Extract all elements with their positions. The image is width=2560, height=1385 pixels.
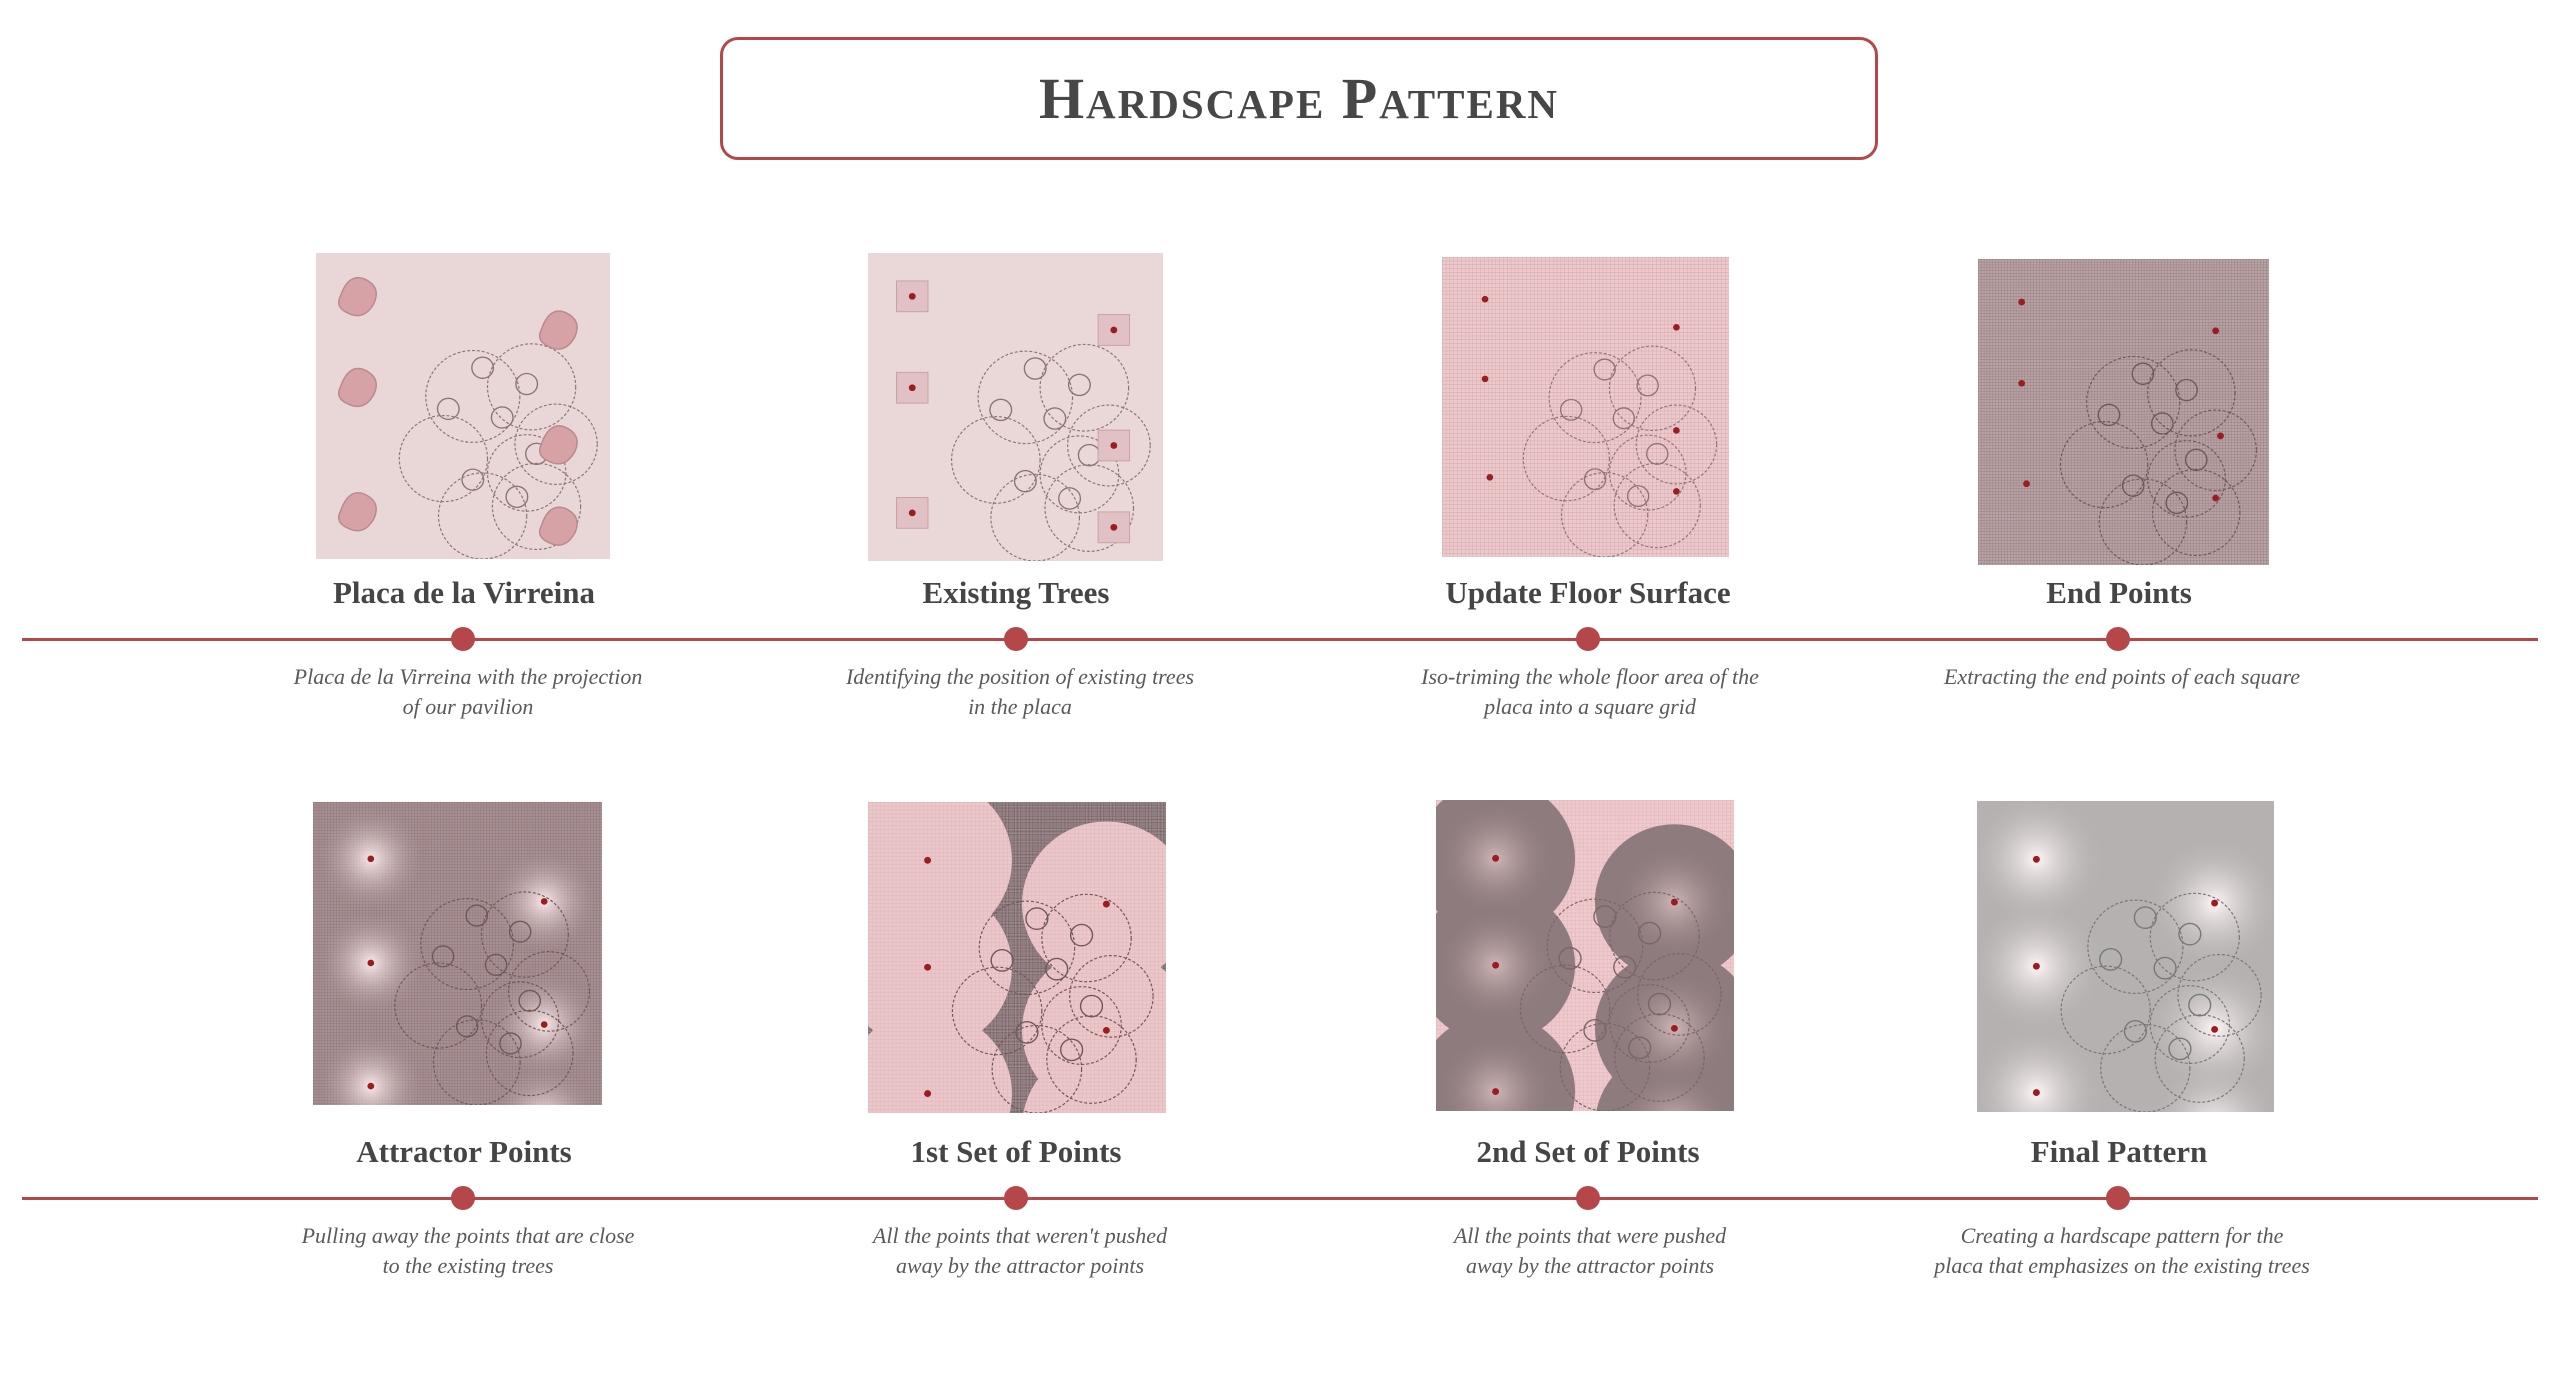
page-title: Hardscape Pattern — [1038, 66, 1560, 131]
description-line: All the points that were pushed — [1453, 1223, 1727, 1248]
description-line: of our pavilion — [402, 694, 534, 719]
step-label: Final Pattern — [2030, 1134, 2208, 1169]
description-line: Identifying the position of existing trees — [845, 664, 1195, 689]
timeline-node — [2106, 627, 2130, 651]
description-line: Placa de la Virreina with the projection — [293, 664, 643, 689]
description-line: to the existing trees — [382, 1253, 554, 1278]
step-image-floor-surface — [1442, 257, 1729, 557]
step-image-placa — [316, 253, 610, 559]
timeline-node — [451, 1186, 475, 1210]
step-description — [800, 1221, 1240, 1281]
description-line: All the points that weren't pushed — [872, 1223, 1168, 1248]
timeline-row-2 — [22, 1197, 2538, 1200]
description-line: in the placa — [968, 694, 1072, 719]
step-image-second-set — [1436, 800, 1734, 1111]
step-label: Existing Trees — [922, 575, 1110, 610]
title-box — [720, 37, 1878, 160]
step-description — [1370, 1221, 1810, 1281]
description-line: placa that emphasizes on the existing trees — [1934, 1253, 2310, 1278]
description-line: away by the attractor points — [1465, 1253, 1715, 1278]
description-line: Creating a hardscape pattern for the — [1960, 1223, 2284, 1248]
step-description — [248, 1221, 688, 1281]
timeline-node — [1576, 1186, 1600, 1210]
step-label: Placa de la Virreina — [332, 575, 596, 610]
description-line: Extracting the end points of each square — [1943, 664, 2300, 689]
step-description — [248, 662, 688, 722]
timeline-row-1 — [22, 638, 2538, 641]
step-image-existing-trees — [868, 253, 1163, 561]
step-label: Attractor Points — [356, 1134, 572, 1169]
step-image-final-pattern — [1977, 801, 2274, 1112]
step-description — [1902, 1221, 2342, 1281]
timeline-node — [1576, 627, 1600, 651]
description-line: Pulling away the points that are close — [301, 1223, 635, 1248]
description-line: placa into a square grid — [1484, 694, 1696, 719]
step-description — [800, 662, 1240, 722]
timeline-node — [451, 627, 475, 651]
step-image-attractor-points — [313, 802, 602, 1105]
timeline-node — [1004, 1186, 1028, 1210]
step-label: Update Floor Surface — [1445, 575, 1731, 610]
step-image-first-set — [868, 802, 1166, 1113]
timeline-node — [2106, 1186, 2130, 1210]
step-description — [1902, 662, 2342, 692]
step-description — [1370, 662, 1810, 722]
description-line: away by the attractor points — [895, 1253, 1145, 1278]
step-label: End Points — [2046, 575, 2192, 610]
step-image-end-points — [1978, 259, 2269, 565]
timeline-node — [1004, 627, 1028, 651]
step-label: 1st Set of Points — [910, 1134, 1122, 1169]
description-line: Iso-triming the whole floor area of the — [1421, 664, 1759, 689]
step-label: 2nd Set of Points — [1476, 1134, 1700, 1169]
